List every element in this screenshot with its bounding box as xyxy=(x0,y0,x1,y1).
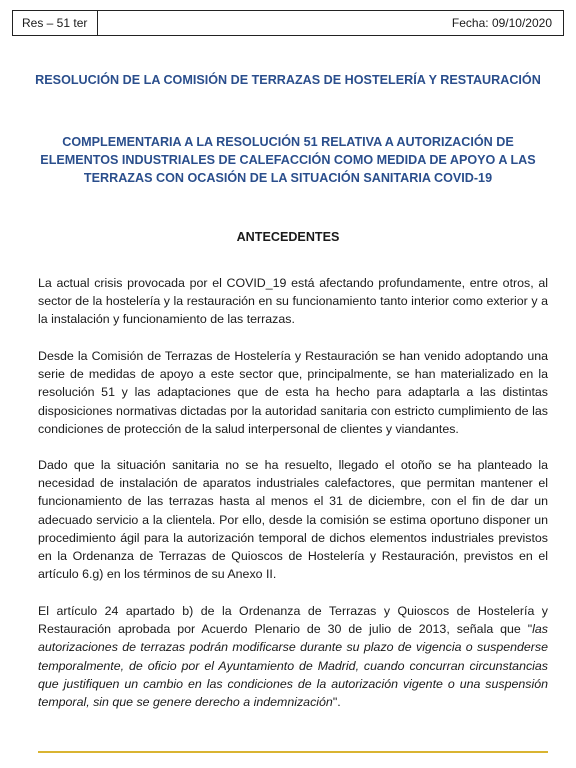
paragraph-1: La actual crisis provocada por el COVID_19 está afectando profundamente, entre otros, al sector de la hostelería y la restauración en su funcionamiento tanto interior como exterior y a la instalación y funcionamiento de las terrazas. xyxy=(38,276,548,327)
paragraph-3: Dado que la situación sanitaria no se ha resuelto, llegado el otoño se ha planteado la necesidad de instalación de aparatos industriales calefactores, que permitan mantener el funcionamiento de las terrazas hasta al menos el 31 de diciembre, con el fin de dar un adecuado servicio a la clientela. Por ello, desde la comisión se estima oportuno disponer un procedimiento ágil para la autorización temporal de dichos elementos industriales previstos en la Ordenanza de Terrazas de Quioscos de Hostelería y Restauración, previstos en el artículo 6.g) en los términos de su Anexo II. xyxy=(38,458,548,582)
document-title: RESOLUCIÓN DE LA COMISIÓN DE TERRAZAS DE HOSTELERÍA Y RESTAURACIÓN xyxy=(35,73,541,87)
paragraph-4-intro: El artículo 24 apartado b) de la Ordenanza de Terrazas y Quioscos de Hostelería y Restauración aprobada por Acuerdo Plenario de 30 de julio de 2013, señala que " xyxy=(38,604,548,637)
footer-rule xyxy=(38,751,548,753)
resolution-reference: Res – 51 ter xyxy=(13,11,98,35)
document-header xyxy=(12,10,564,36)
paragraph-4-outro: ". xyxy=(332,695,341,710)
section-heading: ANTECEDENTES xyxy=(236,230,340,244)
paragraph-4-quote: las autorizaciones de terrazas podrán modificarse durante su plazo de vigencia o suspenderse temporalmente, de oficio por el Ayuntamiento de Madrid, cuando concurran circunstancias que justifiquen un cambio en las condiciones de la autorización vigente o una suspensión temporal, sin que se genere derecho a indemnización xyxy=(38,622,548,710)
document-subtitle: COMPLEMENTARIA A LA RESOLUCIÓN 51 RELATIVA A AUTORIZACIÓN DE ELEMENTOS INDUSTRIALES DE CALEFACCIÓN COMO MEDIDA DE APOYO A LAS TERRAZAS CON OCASIÓN DE LA SITUACIÓN SANITARIA COVID-19 xyxy=(40,135,536,185)
paragraph-2: Desde la Comisión de Terrazas de Hostelería y Restauración se han venido adoptando una serie de medidas de apoyo a este sector que, principalmente, se han materializado en la resolución 51 y las adaptaciones que de esta ha hecho para adaptarla a las distintas disposiciones normativas dictadas por la autoridad sanitaria con estricto cumplimiento de las condiciones de protección de la salud interpersonal de clientes y viandantes. xyxy=(38,349,548,436)
resolution-date: Fecha: 09/10/2020 xyxy=(451,16,552,30)
paragraph-4 xyxy=(38,602,548,711)
